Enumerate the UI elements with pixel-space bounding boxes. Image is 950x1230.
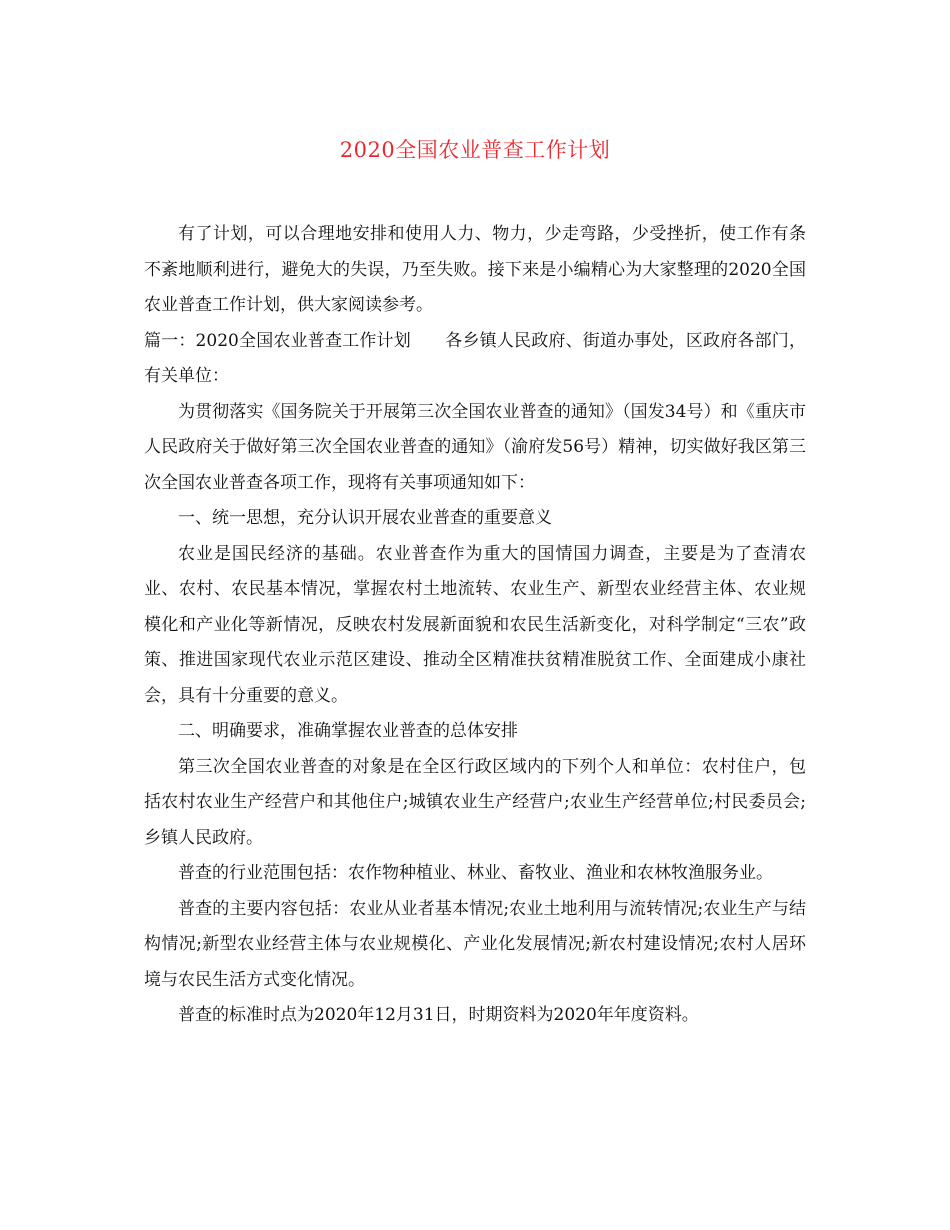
paragraph-census-time: 普查的标准时点为2020年12月31日，时期资料为2020年年度资料。 <box>178 1005 699 1025</box>
document-body <box>144 217 806 1034</box>
document-title: 2020全国农业普查工作计划 <box>339 138 611 162</box>
paragraph-census-content: 普查的主要内容包括：农业从业者基本情况;农业土地利用与流转情况;农业生产与结构情况;新型农业经营主体与农业规模化、产业化发展情况;新农村建设情况;农村人居环境与农民生活方式变化情况。 <box>144 898 806 990</box>
heading-part-one: 一、统一思想，充分认识开展农业普查的重要意义 <box>178 508 552 528</box>
paragraph-significance: 农业是国民经济的基础。农业普查作为重大的国情国力调查，主要是为了查清农业、农村、农民基本情况，掌握农村土地流转、农业生产、新型农业经营主体、农业规模化和产业化等新情况，反映农村发展新面貌和农民生活新变化，对科学制定“三农”政策、推进国家现代农业示范区建设、推动全区精准扶贫精准脱贫工作、全面建成小康社会，具有十分重要的意义。 <box>144 543 806 706</box>
paragraph-census-scope: 普查的行业范围包括：农作物种植业、林业、畜牧业、渔业和农林牧渔服务业。 <box>178 863 773 883</box>
paragraph-section-heading: 篇一：2020全国农业普查工作计划 各乡镇人民政府、街道办事处，区政府各部门，有关单位： <box>144 330 806 386</box>
paragraph-intro: 有了计划，可以合理地安排和使用人力、物力，少走弯路，少受挫折，使工作有条不紊地顺利进行，避免大的失误，乃至失败。接下来是小编精心为大家整理的2020全国农业普查工作计划，供大家阅读参考。 <box>144 224 806 315</box>
paragraph-notice: 为贯彻落实《国务院关于开展第三次全国农业普查的通知》（国发34号）和《重庆市人民政府关于做好第三次全国农业普查的通知》（渝府发56号）精神，切实做好我区第三次全国农业普查各项工作，现将有关事项通知如下： <box>144 401 806 493</box>
paragraph-census-objects: 第三次全国农业普查的对象是在全区行政区域内的下列个人和单位：农村住户，包括农村农业生产经营户和其他住户;城镇农业生产经营户;农业生产经营单位;村民委员会;乡镇人民政府。 <box>144 756 806 848</box>
heading-part-two: 二、明确要求，准确掌握农业普查的总体安排 <box>178 721 518 741</box>
